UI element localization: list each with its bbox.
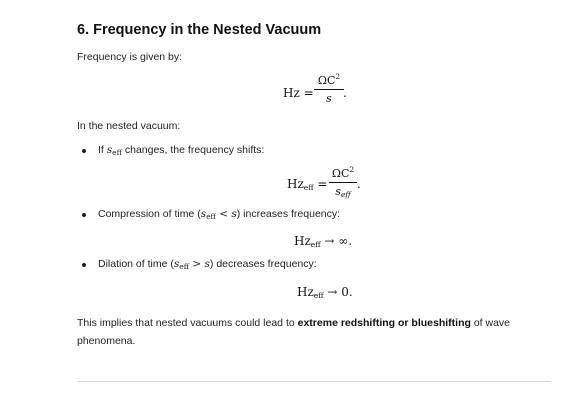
eq2-period: .	[357, 177, 361, 191]
eq1-denominator: s	[326, 92, 332, 105]
eq2-numerator: $\Omega C^2$	[331, 165, 355, 180]
equation-dilation-limit: $Hz_{eff} \to 0$.	[297, 285, 353, 300]
bullet-dot	[82, 149, 86, 153]
eq2-lhs: $Hz_{eff}$ =	[287, 177, 328, 192]
eq1-fraction	[314, 72, 344, 105]
conclusion-paragraph-line2: phenomena.	[77, 335, 136, 347]
section-divider	[77, 381, 551, 382]
bullet-dot	[82, 263, 86, 267]
eq1-numerator: $\Omega C^2$	[317, 72, 341, 87]
conclusion-emphasis: extreme redshifting or blueshifting	[297, 317, 471, 329]
section-heading: 6. Frequency in the Nested Vacuum	[77, 22, 322, 38]
eq1-fraction-bar	[314, 89, 344, 90]
eq1-period: .	[343, 86, 347, 100]
intro-text: Frequency is given by:	[77, 51, 183, 63]
bullet-item-dilation: Dilation of time $(s_{eff} > s)$ decreases frequency:	[98, 258, 317, 271]
bullet-dot	[82, 213, 86, 217]
nested-intro-text: In the nested vacuum:	[77, 120, 181, 132]
eq1-lhs: Hz =	[283, 86, 314, 100]
bullet-item-compression: Compression of time $(s_{eff} < s)$ increases frequency:	[98, 208, 341, 221]
conclusion-paragraph: This implies that nested vacuums could lead to extreme redshifting or blueshifting of wave	[77, 317, 511, 329]
eq2-denominator: $s_{eff}$	[335, 185, 351, 199]
bullet-item-seff-changes: If $s_{eff}$ changes, the frequency shifts:	[98, 144, 265, 157]
eq2-fraction	[329, 165, 357, 199]
equation-compression-limit: $Hz_{eff}$ → ∞.	[294, 234, 353, 249]
eq2-fraction-bar	[329, 182, 357, 183]
